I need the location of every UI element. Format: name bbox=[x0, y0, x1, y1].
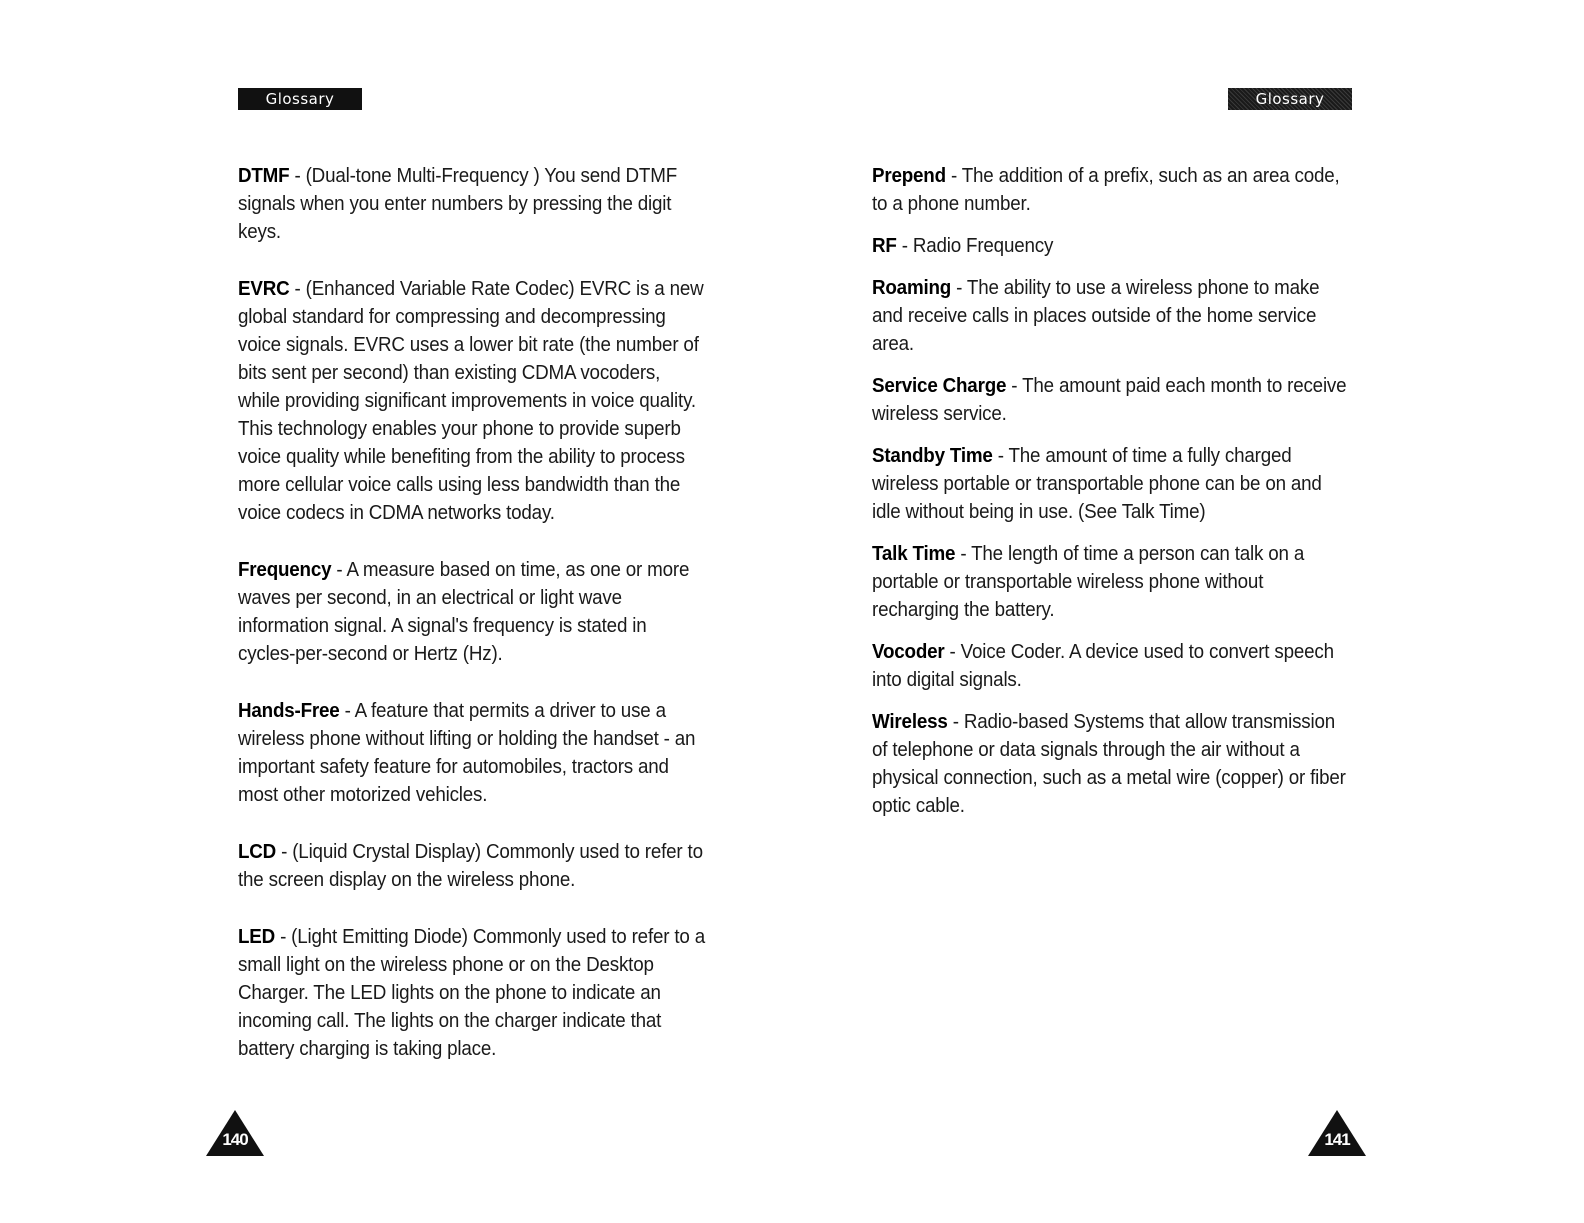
glossary-entry-lcd bbox=[238, 838, 706, 894]
glossary-definition: - Radio-based Systems that allow transmission of telephone or data signals through the air without a physical connection, such as a metal wire (copper) or fiber optic cable. bbox=[872, 711, 1346, 817]
glossary-entry-evrc bbox=[238, 275, 706, 527]
glossary-definition: - The ability to use a wireless phone to make and receive calls in places outside of the home service area. bbox=[872, 277, 1320, 355]
glossary-entry-hands-free bbox=[238, 697, 706, 809]
glossary-entry-service-charge bbox=[872, 372, 1350, 428]
glossary-definition: - The addition of a prefix, such as an area code, to a phone number. bbox=[872, 165, 1340, 215]
glossary-term: Standby Time bbox=[872, 445, 993, 467]
glossary-entry-standby-time bbox=[872, 442, 1350, 526]
glossary-entry-talk-time bbox=[872, 540, 1350, 624]
glossary-term: RF bbox=[872, 235, 897, 257]
glossary-entries bbox=[238, 162, 708, 1092]
glossary-term: Prepend bbox=[872, 165, 946, 187]
glossary-definition: - (Enhanced Variable Rate Codec) EVRC is a new global standard for compressing and decompressing voice signals. EVRC uses a lower bit rate (the number of bits sent per second) than existing CDMA vocoders, while providing significant improvements in voice quality. This technology enables your phone to provide superb voice quality while benefiting from the ability to process more cellular voice calls using less bandwidth than the voice codecs in CDMA networks today. bbox=[238, 278, 704, 524]
glossary-definition: - Voice Coder. A device used to convert speech into digital signals. bbox=[872, 641, 1334, 691]
glossary-term: Hands-Free bbox=[238, 700, 340, 722]
glossary-term: Vocoder bbox=[872, 641, 945, 663]
glossary-term: LCD bbox=[238, 841, 277, 863]
glossary-entry-vocoder bbox=[872, 638, 1350, 694]
glossary-entry-frequency bbox=[238, 556, 706, 668]
glossary-term: Roaming bbox=[872, 277, 952, 299]
glossary-definition: - A measure based on time, as one or more waves per second, in an electrical or light wave information signal. A signal's frequency is stated in cycles-per-second or Hertz (Hz). bbox=[238, 559, 690, 665]
page-number-badge bbox=[206, 1110, 264, 1156]
section-header-tab: Glossary bbox=[1228, 88, 1352, 110]
glossary-definition: - A feature that permits a driver to use a wireless phone without lifting or holding the handset - an important safety feature for automobiles, tractors and most other motorized vehicles. bbox=[238, 700, 696, 806]
glossary-entry-dtmf bbox=[238, 162, 706, 246]
glossary-definition: - (Liquid Crystal Display) Commonly used to refer to the screen display on the wireless phone. bbox=[238, 841, 703, 891]
page-number: 140 bbox=[222, 1130, 248, 1149]
glossary-term: LED bbox=[238, 926, 276, 948]
glossary-definition: - The amount paid each month to receive wireless service. bbox=[872, 375, 1347, 425]
glossary-term: Frequency bbox=[238, 559, 332, 581]
page-number-badge bbox=[1308, 1110, 1366, 1156]
glossary-entry-rf bbox=[872, 232, 1350, 260]
right-page bbox=[792, 0, 1584, 1223]
glossary-entry-roaming bbox=[872, 274, 1350, 358]
glossary-term: Wireless bbox=[872, 711, 948, 733]
page-number: 141 bbox=[1324, 1130, 1350, 1149]
glossary-entries bbox=[872, 162, 1352, 834]
glossary-definition: - Radio Frequency bbox=[896, 235, 1054, 257]
section-header-tab: Glossary bbox=[238, 88, 362, 110]
glossary-term: Service Charge bbox=[872, 375, 1007, 397]
glossary-definition: - The length of time a person can talk on a portable or transportable wireless phone without recharging the battery. bbox=[872, 543, 1305, 621]
glossary-entry-prepend bbox=[872, 162, 1350, 218]
glossary-definition: - (Light Emitting Diode) Commonly used to refer to a small light on the wireless phone or on the Desktop Charger. The LED lights on the phone to indicate an incoming call. The lights on the charger indicate that battery charging is taking place. bbox=[238, 926, 705, 1060]
glossary-entry-led bbox=[238, 923, 706, 1063]
glossary-definition: - (Dual-tone Multi-Frequency ) You send DTMF signals when you enter numbers by pressing the digit keys. bbox=[238, 165, 678, 243]
glossary-term: EVRC bbox=[238, 278, 290, 300]
glossary-definition: - The amount of time a fully charged wireless portable or transportable phone can be on and idle without being in use. (See Talk Time) bbox=[872, 445, 1322, 523]
glossary-term: Talk Time bbox=[872, 543, 956, 565]
glossary-entry-wireless bbox=[872, 708, 1350, 820]
glossary-term: DTMF bbox=[238, 165, 290, 187]
